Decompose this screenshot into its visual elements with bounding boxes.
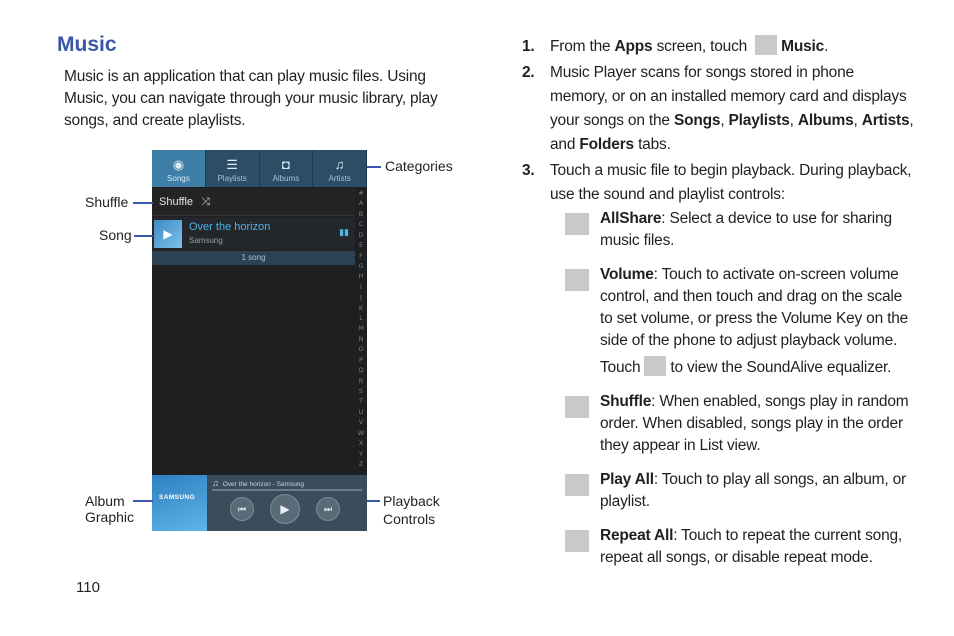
- step-3: [522, 159, 914, 207]
- step-number: 1.: [522, 38, 535, 55]
- step-bold: Music: [781, 38, 825, 55]
- play-icon: ▶: [280, 502, 290, 516]
- callout-song: Song: [99, 227, 132, 243]
- step-bold: Apps: [614, 38, 653, 55]
- page-heading: Music: [57, 33, 117, 56]
- alphabet-letter[interactable]: #: [358, 189, 364, 197]
- alphabet-letter[interactable]: U: [358, 407, 364, 416]
- shuffle-button[interactable]: [152, 188, 355, 216]
- music-note-icon: ♫: [212, 478, 219, 488]
- control-desc: Touch: [600, 359, 641, 376]
- tab-artists[interactable]: [313, 150, 367, 187]
- step-text: Music Player scans for songs stored in phone memory, or on an installed memory card and displays your songs on the: [550, 64, 907, 129]
- page-number: 110: [76, 579, 100, 596]
- step-text: tabs.: [633, 136, 671, 153]
- alphabet-letter[interactable]: L: [359, 314, 363, 323]
- shuffle-icon: ⤨: [201, 196, 210, 208]
- step-number: 2.: [522, 64, 535, 81]
- step-bold: Artists: [861, 112, 910, 129]
- song-thumbnail-icon: ▶: [154, 220, 182, 248]
- alphabet-letter[interactable]: R: [358, 376, 364, 385]
- alphabet-letter[interactable]: Z: [358, 459, 364, 468]
- callout-line: [133, 500, 153, 502]
- playlists-icon: ☰: [226, 157, 238, 172]
- control-desc: : Touch to play all songs, an album, or playlist.: [600, 471, 906, 510]
- alphabet-letter[interactable]: C: [358, 220, 364, 229]
- play-all-icon: [565, 474, 589, 496]
- alphabet-letter[interactable]: D: [358, 230, 364, 239]
- callout-line: [367, 500, 380, 502]
- alphabet-letter[interactable]: M: [358, 324, 364, 333]
- alphabet-letter[interactable]: Q: [358, 366, 364, 375]
- music-app-screenshot: [152, 150, 367, 531]
- step-1: [522, 35, 914, 59]
- alphabet-letter[interactable]: J: [360, 293, 362, 302]
- alphabet-letter[interactable]: A: [358, 199, 364, 208]
- list-item: [565, 469, 910, 513]
- category-tabs: [152, 150, 367, 187]
- shuffle-icon: [565, 396, 589, 418]
- album-graphic[interactable]: [152, 475, 207, 531]
- step-text: .: [824, 38, 829, 55]
- step-bold: Playlists: [728, 112, 790, 129]
- alphabet-letter[interactable]: I: [360, 282, 362, 291]
- list-item: [565, 208, 910, 252]
- albums-icon: ◘: [281, 157, 290, 172]
- alphabet-letter[interactable]: K: [358, 303, 364, 312]
- alphabet-letter[interactable]: E: [358, 241, 364, 250]
- tab-label: Albums: [272, 174, 300, 183]
- alphabet-letter[interactable]: F: [359, 251, 363, 260]
- alphabet-index[interactable]: [355, 188, 367, 470]
- previous-icon: ⏮: [237, 504, 247, 514]
- shuffle-label: Shuffle: [159, 196, 194, 208]
- next-icon: ⏭: [323, 504, 333, 514]
- step-2: [522, 61, 914, 157]
- soundalive-icon: [644, 356, 666, 376]
- control-desc: : Touch to activate on-screen volume control, and then touch and drag on the scale to set volume, or press the Volume Key on the side of the phone to adjust playback volume.: [600, 266, 909, 349]
- songs-icon: ◉: [172, 157, 185, 172]
- callout-categories: Categories: [385, 158, 453, 174]
- callout-playback: Playback: [383, 493, 440, 509]
- mini-player[interactable]: [152, 475, 367, 531]
- step-number: 3.: [522, 162, 535, 179]
- step-text: , and: [550, 112, 914, 153]
- alphabet-letter[interactable]: Y: [359, 449, 363, 458]
- step-text: From the: [550, 38, 615, 55]
- step-text: ,: [720, 112, 729, 129]
- callout-line: [133, 202, 153, 204]
- alphabet-letter[interactable]: N: [358, 334, 364, 343]
- control-name: Play All: [600, 471, 654, 488]
- progress-bar[interactable]: [212, 489, 362, 491]
- callout-line: [134, 235, 153, 237]
- music-app-icon: [755, 35, 777, 55]
- controls-list: [565, 208, 910, 581]
- tab-label: Playlists: [217, 174, 247, 183]
- callout-controls: Controls: [383, 511, 436, 527]
- touch-line: [600, 356, 910, 379]
- control-desc: to view the SoundAlive equalizer.: [670, 359, 892, 376]
- control-desc: : When enabled, songs play in random order. When disabled, songs play in the order they appear in List view.: [600, 393, 909, 454]
- alphabet-letter[interactable]: P: [359, 355, 363, 364]
- alphabet-letter[interactable]: V: [358, 418, 364, 427]
- tab-playlists[interactable]: [206, 150, 260, 187]
- allshare-icon: [565, 213, 589, 235]
- tab-label: Artists: [328, 174, 351, 183]
- callout-shuffle: Shuffle: [85, 194, 129, 210]
- alphabet-letter[interactable]: X: [358, 439, 364, 448]
- step-text: ,: [789, 112, 798, 129]
- song-count: 1 song: [152, 251, 355, 265]
- alphabet-letter[interactable]: S: [358, 387, 364, 396]
- callout-graphic: Graphic: [85, 509, 135, 525]
- step-text: screen, touch: [652, 38, 752, 55]
- now-playing: [212, 478, 304, 488]
- alphabet-letter[interactable]: H: [358, 272, 364, 281]
- previous-button[interactable]: [230, 497, 254, 521]
- album-art-text: SAMSUNG: [159, 494, 196, 501]
- tab-songs[interactable]: [152, 150, 206, 187]
- list-item[interactable]: [152, 217, 355, 250]
- alphabet-letter[interactable]: W: [357, 428, 365, 437]
- list-item: [565, 525, 910, 569]
- steps-list: [522, 35, 914, 209]
- step-bold: Albums: [797, 112, 854, 129]
- alphabet-letter[interactable]: O: [358, 345, 364, 354]
- control-desc: : Select a device to use for sharing music files.: [600, 210, 892, 249]
- control-name: AllShare: [600, 210, 662, 227]
- callout-line: [367, 166, 381, 168]
- control-desc: : Touch to repeat the current song, repeat all songs, or disable repeat mode.: [600, 527, 903, 566]
- next-button[interactable]: [316, 497, 340, 521]
- artists-icon: ♫: [334, 157, 345, 172]
- alphabet-letter[interactable]: G: [358, 261, 364, 270]
- control-name: Volume: [600, 266, 654, 283]
- now-playing-text: Over the horizon - Samsung: [222, 481, 305, 488]
- alphabet-letter[interactable]: T: [359, 397, 363, 406]
- tab-albums[interactable]: [260, 150, 314, 187]
- alphabet-letter[interactable]: B: [358, 209, 364, 218]
- step-text: Touch a music file to begin playback. During playback, use the sound and playlist controls:: [550, 162, 912, 203]
- step-text: ,: [853, 112, 862, 129]
- intro-paragraph: Music is an application that can play music files. Using Music, you can navigate through your music library, play songs, and create playlists.: [64, 68, 438, 129]
- control-name: Repeat All: [600, 527, 674, 544]
- song-artist: Samsung: [189, 236, 223, 245]
- control-name: Shuffle: [600, 393, 652, 410]
- list-item: [565, 391, 910, 457]
- list-item: [565, 264, 910, 379]
- tab-label: Songs: [167, 174, 190, 183]
- song-title: Over the horizon: [189, 221, 271, 233]
- equalizer-icon: ▮▮: [339, 227, 349, 237]
- step-bold: Songs: [673, 112, 721, 129]
- repeat-icon: [565, 530, 589, 552]
- play-button[interactable]: [270, 494, 300, 524]
- volume-icon: [565, 269, 589, 291]
- step-bold: Folders: [579, 136, 634, 153]
- callout-album: Album: [85, 493, 125, 509]
